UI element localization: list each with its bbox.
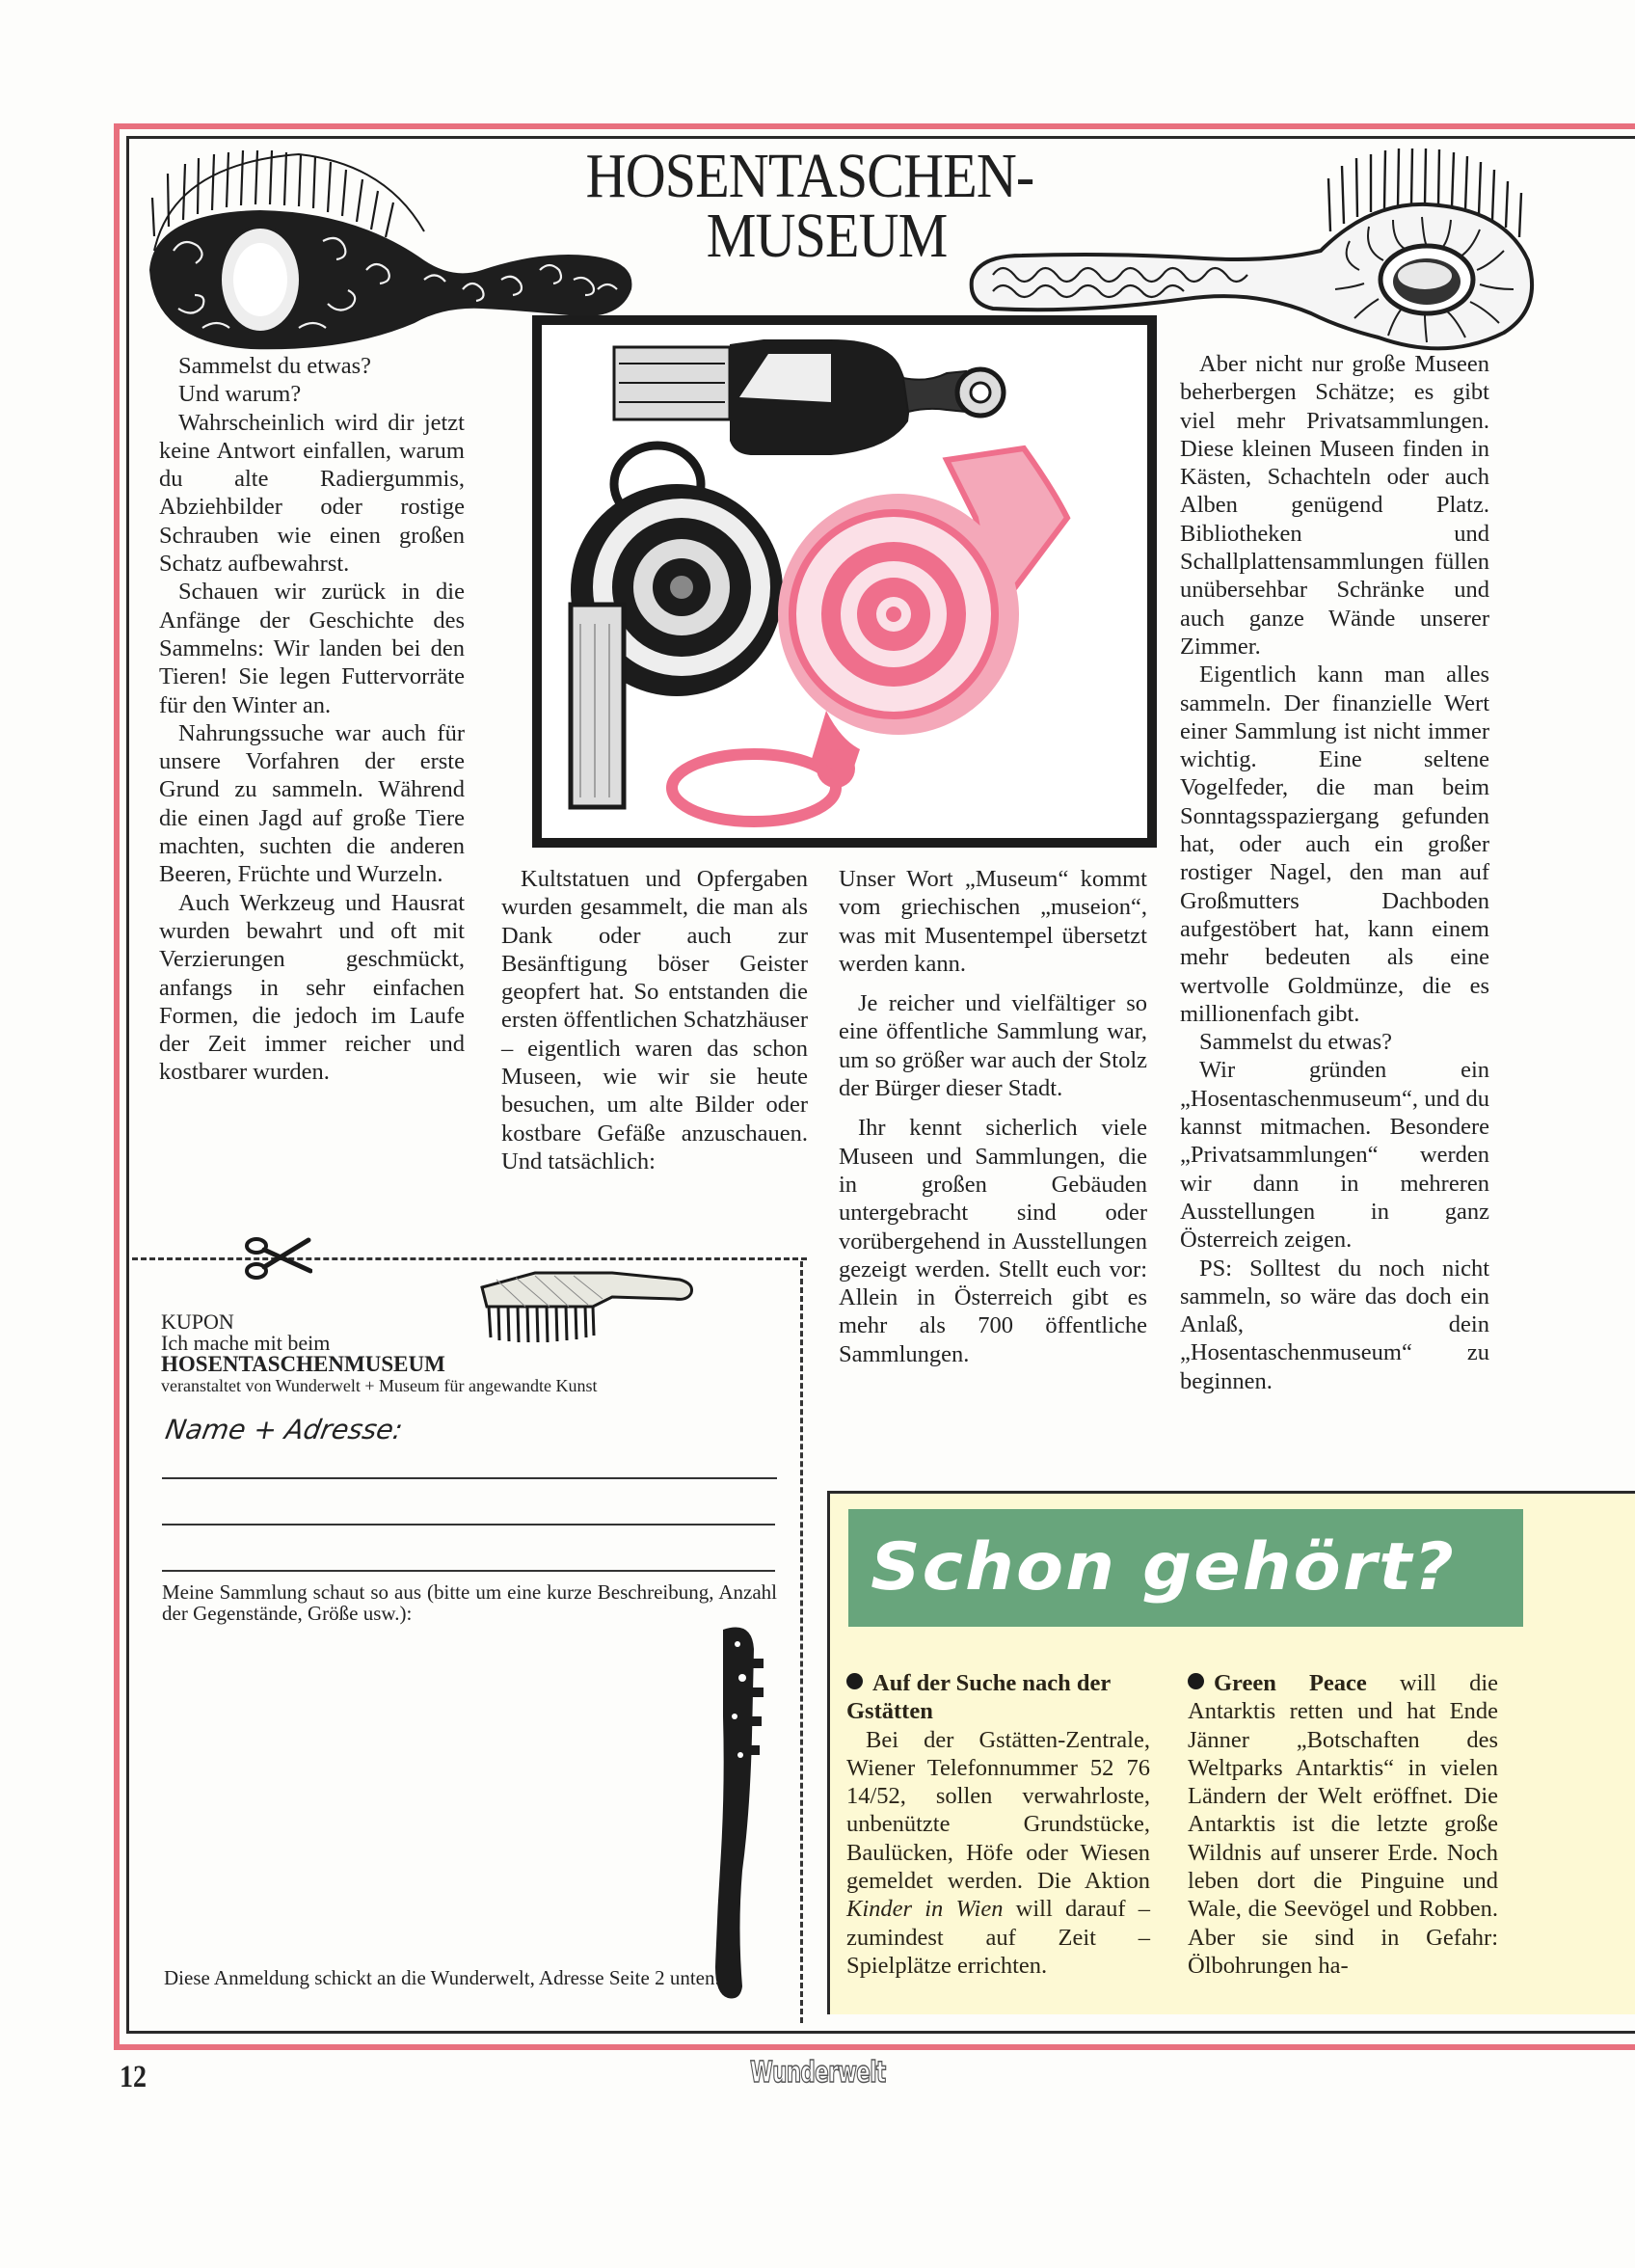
article-column-4 — [1180, 350, 1489, 1395]
bullet-icon — [846, 1673, 863, 1689]
page-number: 12 — [120, 2060, 147, 2094]
article-column-1 — [159, 352, 465, 1087]
title-line-1: HOSENTASCHEN- — [585, 141, 1034, 211]
paragraph: PS: Solltest du noch nicht sammeln, so wäre das doch ein Anlaß, dein „Hosentaschenmuseum“ zu beginnen. — [1180, 1255, 1489, 1394]
paragraph: Kultstatuen und Opfergaben wurden gesammelt, die man als Dank oder auch zur Besänftigung böser Geister geopfert hat. So entstanden die ersten öffentlichen Schatzhäuser – eigentlich waren das schon Museen, wie wir sie heute besuchen, um alte Bilder oder kostbare Gefäße anzuschauen. Und tatsächlich: — [501, 866, 808, 1174]
paragraph: Wahrscheinlich wird dir jetzt keine Antwort einfallen, warum du alte Radiergummis, Abziehbilder oder rostige Schrauben wie einen großen Schatz aufbewahrst. — [159, 409, 465, 578]
name-address-label: Name + Adresse: — [163, 1414, 406, 1445]
paragraph: Eigentlich kann man alles sammeln. Der finanzielle Wert einer Sammlung ist nicht immer wichtig. Eine seltene Vogelfeder, die man beim Sonntagsspaziergang gefunden hat, oder auch ein großer rostiger Nagel, den man auf Großmutters Dachboden aufgestöbert hat, kann einem mehr bedeuten als eine wertvolle Goldmünze, die es millionenfach gibt. — [1180, 662, 1489, 1027]
news-item-1 — [846, 1669, 1150, 1980]
whistles-picture — [532, 315, 1157, 848]
coupon-cut-line — [132, 1257, 807, 1260]
news-banner — [848, 1509, 1523, 1627]
name-address-line-1[interactable] — [162, 1477, 777, 1479]
title-line-2: MUSEUM — [706, 201, 948, 271]
coupon-text — [161, 1311, 778, 1396]
paragraph: Schauen wir zurück in die Anfänge der Geschichte des Sammelns: Wir landen bei den Tieren! Sie legen Futtervorräte für den Winter an. — [159, 579, 465, 718]
paragraph: Unser Wort „Museum“ kommt vom griechischen „museion“, was mit Musentempel übersetzt werden kann. — [839, 866, 1147, 977]
coupon-organizer: veranstaltet von Wunderwelt + Museum für angewandte Kunst — [161, 1376, 598, 1395]
paragraph: Auch Werkzeug und Hausrat wurden bewahrt und oft mit Verzierungen geschmückt, anfangs in sehr einfachen Formen, die jedoch im Laufe der Zeit immer reicher und kostbarer wurden. — [159, 889, 465, 1086]
news-banner-title: Schon gehört? — [871, 1529, 1456, 1606]
paragraph: Aber nicht nur große Museen beherbergen Schätze; es gibt viel mehr Privatsammlungen. Diese kleinen Museen finden in Kästen, Schachteln oder auch Alben genügend Platz. Bibliotheken und Schallplattensammlungen füllen unübersehbar Schränke und auch ganze Wände unserer Zimmer. — [1180, 351, 1489, 660]
coupon-line: Ich mache mit beim — [161, 1331, 331, 1355]
paragraph: Ihr kennt sicherlich viele Museen und Sammlungen, die in großen Gebäuden untergebracht sind oder vorübergehend in Ausstellungen gezeigt werden. Stellt euch vor: Allein in Österreich gibt es mehr als 700 öffentliche Sammlungen. — [839, 1115, 1147, 1367]
article-title — [555, 141, 1064, 271]
paragraph: Sammelst du etwas? — [178, 353, 372, 379]
news-item-1-heading: Auf der Suche nach der Gstätten — [846, 1670, 1111, 1725]
comb-illustration — [694, 1620, 771, 2006]
article-column-2 — [501, 865, 808, 1175]
article-column-3 — [839, 865, 1147, 1368]
paragraph: Je reicher und vielfältiger so eine öffentliche Sammlung war, um so größer war auch der Stolz der Bürger dieser Stadt. — [839, 990, 1147, 1102]
news-item-1-body: Bei der Gstätten-Zentrale, Wiener Telefonnummer 52 76 14/52, sollen verwahrloste, unbenützte Grundstücke, Baulücken, Höfe oder Wiesen gemeldet werden. Die Aktion Kinder in Wien will darauf – zumindest auf Zeit – Spielplätze errichten. — [846, 1726, 1150, 1979]
paragraph: Nahrungssuche war auch für unsere Vorfahren der erste Grund zu sammeln. Während die einen Jagd auf große Tiere machten, suchten die anderen Beeren, Früchte und Wurzeln. — [159, 719, 465, 888]
paragraph: Sammelst du etwas? — [1199, 1029, 1393, 1056]
collection-prompt: Meine Sammlung schaut so aus (bitte um eine kurze Beschreibung, Anzahl der Gegenstände, Größe usw.): — [162, 1580, 777, 1625]
name-address-line-3[interactable] — [162, 1570, 775, 1572]
news-item-2-heading: Green Peace — [1214, 1670, 1367, 1696]
news-item-2 — [1188, 1669, 1498, 1980]
paragraph: Und warum? — [178, 381, 302, 408]
name-address-line-2[interactable] — [162, 1524, 775, 1526]
bullet-icon — [1188, 1673, 1204, 1689]
send-note: Diese Anmeldung schickt an die Wunderwelt, Adresse Seite 2 unten. — [164, 1966, 720, 1989]
coupon-title: KUPON — [161, 1310, 234, 1334]
coupon-museum-name: HOSENTASCHENMUSEUM — [161, 1352, 445, 1376]
paragraph: Wir gründen ein „Hosentaschenmuseum“, und du kannst mitmachen. Besondere „Privatsammlungen“ werden wir dann in mehreren Ausstellungen in ganz Österreich zeigen. — [1180, 1057, 1489, 1254]
news-item-2-body: will die Antarktis retten und hat Ende Jänner „Botschaften des Weltparks Antarktis“ in vielen Ländern der Welt eröffnet. Die Antarktis ist die letzte große Wildnis auf unserer Erde. Noch leben dort die Pinguine und Wale, die Seevögel und Robben. Aber sie sind in Gefahr: Ölbohrungen ha- — [1188, 1670, 1499, 1979]
scissors-icon — [243, 1236, 312, 1281]
whistles-illustration — [542, 325, 1147, 838]
black-pipe-whistle-icon — [614, 339, 1004, 455]
coupon-cut-line-right — [800, 1261, 803, 2023]
wunderwelt-logo: Wunderwelt — [750, 2056, 886, 2090]
